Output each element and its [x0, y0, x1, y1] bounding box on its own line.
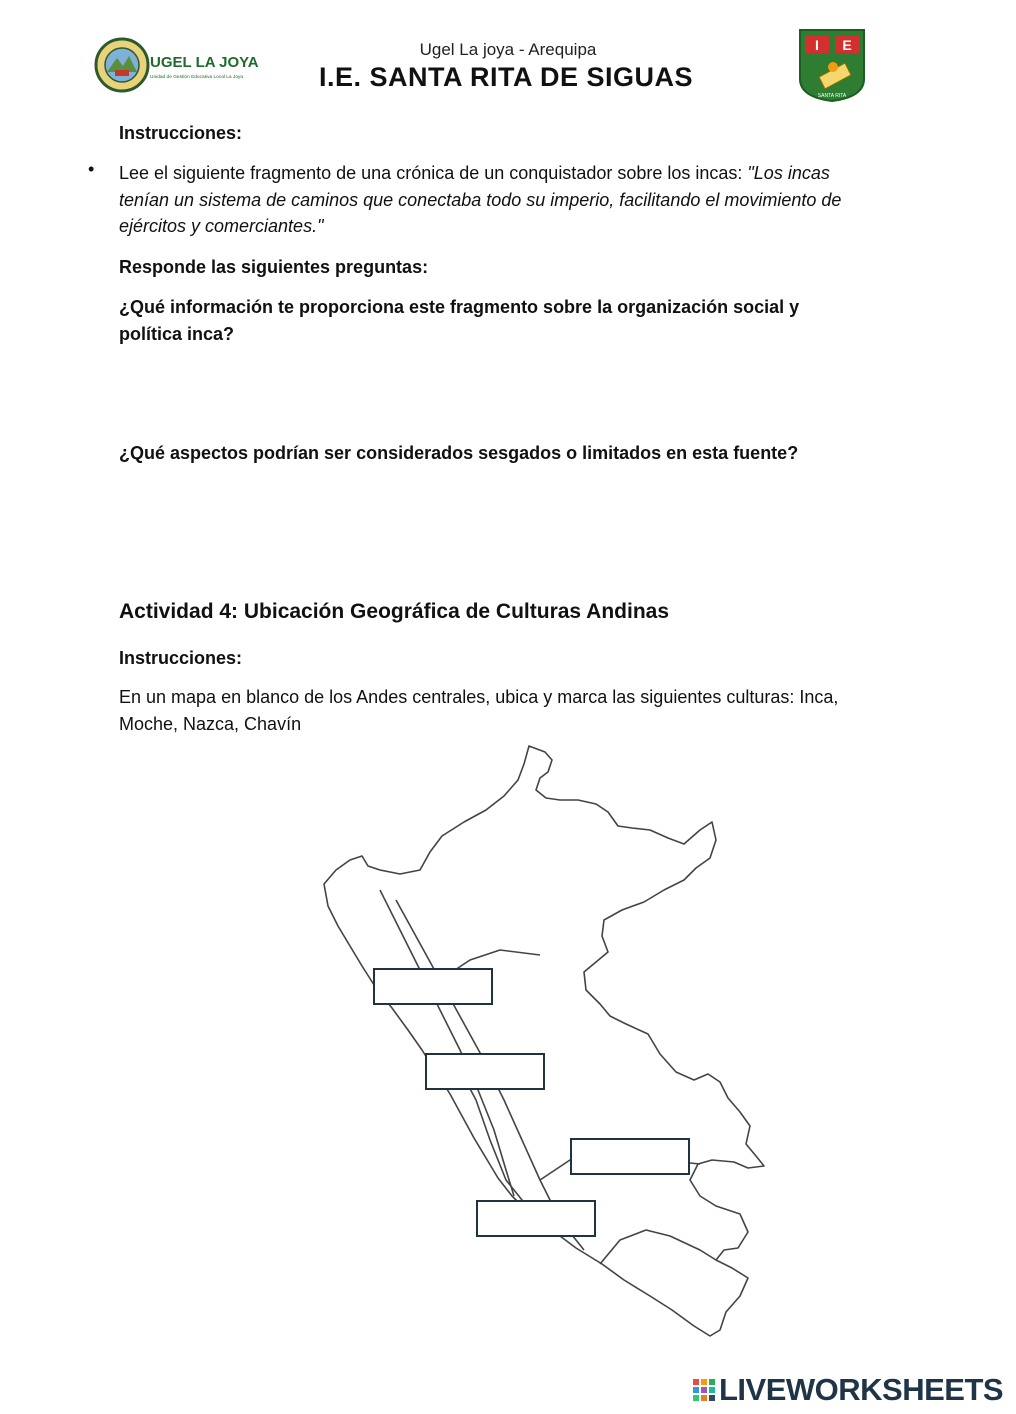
peru-outline-map: [300, 740, 800, 1350]
left-logo-text: UGEL LA JOYA: [150, 54, 259, 71]
question-2: ¿Qué aspectos podrían ser considerados sesgados o limitados en esta fuente?: [119, 443, 799, 463]
questions-label: Responde las siguientes preguntas:: [119, 257, 429, 277]
reading-fragment: [119, 160, 854, 240]
fragment-intro: Lee el siguiente fragmento de una crónica de un conquistador sobre los incas:: [119, 163, 748, 183]
santa-rita-crest-logo: [797, 27, 867, 103]
liveworksheets-brand: [692, 1372, 1003, 1408]
activity-4-title: Actividad 4: Ubicación Geográfica de Culturas Andinas: [119, 600, 670, 623]
answer-box-3[interactable]: [570, 1138, 690, 1175]
left-logo-subtext: Unidad de Gestión Educativa Local La Joya: [150, 75, 244, 80]
liveworksheets-icon: [692, 1378, 716, 1402]
fragment-quote: "Los incas tenían un sistema de caminos que conectaba todo su imperio, facilitando el movimiento de ejércitos y comerciantes.": [119, 163, 842, 236]
activity-4-instructions-label: Instrucciones:: [119, 648, 243, 668]
activity-4-text: En un mapa en blanco de los Andes centrales, ubica y marca las siguientes culturas: Inca, Moche, Nazca, Chavín: [119, 687, 839, 734]
question-1: ¿Qué información te proporciona este fragmento sobre la organización social y política inca?: [119, 297, 800, 344]
crest-text: SANTA RITA: [817, 93, 847, 99]
instructions-label: Instrucciones:: [119, 123, 243, 143]
header-title: I.E. SANTA RITA DE SIGUAS: [318, 62, 694, 92]
answer-box-1[interactable]: [373, 968, 493, 1005]
crest-letter-e: E: [842, 37, 852, 53]
header-subtitle: Ugel La joya - Arequipa: [419, 40, 597, 59]
answer-box-4[interactable]: [476, 1200, 596, 1237]
answer-box-2[interactable]: [425, 1053, 545, 1090]
crest-letter-i: I: [815, 37, 819, 53]
bullet-icon: •: [88, 159, 95, 179]
brand-text: LIVEWORKSHEETS: [719, 1372, 1004, 1407]
